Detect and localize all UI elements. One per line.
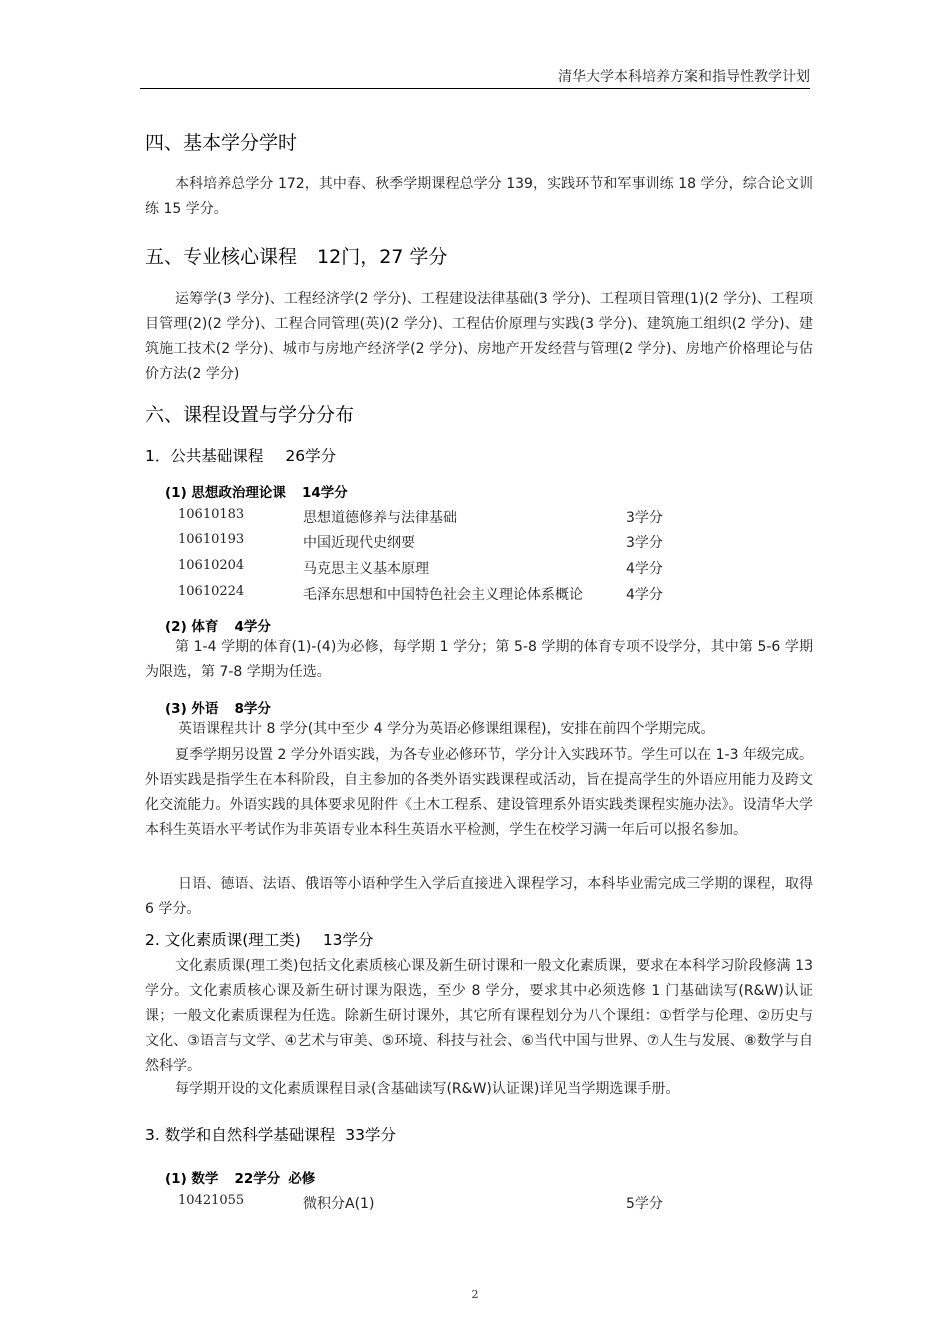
course-name: 马克思主义基本原理 [303,561,429,577]
subsection-2-title: 2. 文化素质课(理工类) [145,931,301,949]
politics-title: (1) 思想政治理论课 [165,485,286,501]
header-rule [140,88,810,89]
subsection-2-credits: 13学分 [322,931,374,949]
foreign-language-para-2: 夏季学期另设置 2 学分外语实践，为各专业必修环节，学分计入实践环节。学生可以在 1-3 年级完成。外语实践是指学生在本科阶段，自主参加的各类外语实践课程或活动，旨在提高学生的外语应用能力及跨文化交流能力。外语实践的具体要求见附件《土木工程系、建设管理系外语实践类课程实施办法》。设清华大学本科生英语水平考试作为非英语专业本科生英语水平检测，学生在校学习满一年后可以报名参加。 [145,747,813,838]
foreign-language-credits: 8学分 [234,701,271,717]
course-row [178,1193,798,1217]
subsection-3-credits: 33学分 [345,1126,396,1144]
subsection-3-heading [145,1123,396,1145]
course-row [178,507,798,531]
section-6-heading: 六、课程设置与学分分布 [145,404,355,426]
pe-heading [165,615,271,635]
math-requirement: 必修 [288,1171,316,1187]
course-credits: 3学分 [626,535,663,551]
course-code: 10610193 [178,532,245,547]
course-credits: 4学分 [626,561,663,577]
math-title: (1) 数学 [165,1171,219,1187]
course-credits: 5学分 [626,1196,663,1212]
course-name: 中国近现代史纲要 [303,535,415,551]
section-5-title: 五、专业核心课程 [145,246,298,268]
math-heading [165,1167,315,1187]
math-credits: 22学分 [234,1171,281,1187]
pe-credits: 4学分 [234,619,271,635]
liberal-arts-para-1: 文化素质课(理工类)包括文化素质核心课及新生研讨课和一般文化素质课，要求在本科学习阶段修满 13 学分。文化素质核心课及新生研讨课为限选，至少 8 学分，要求其中必须选修 1 门基础读写(R&W)认证课；一般文化素质课程为任选。除新生研讨课外，其它所有课程划分为八个课组：①哲学与伦理、②历史与文化、③语言与文学、④艺术与审美、⑤环境、科技与社会、⑥当代中国与世界、⑦人生与发展、⑧数学与自然科学。 [145,958,813,1074]
foreign-language-para-3: 日语、德语、法语、俄语等小语种学生入学后直接进入课程学习，本科毕业需完成三学期的课程，取得 6 学分。 [145,876,813,917]
course-row [178,532,798,556]
course-row [178,558,798,582]
course-code: 10610204 [178,558,245,573]
page-number: 2 [471,1288,479,1301]
course-row [178,584,798,608]
section-4-body: 本科培养总学分 172，其中春、秋季学期课程总学分 139，实践环节和军事训练 18 学分，综合论文训练 15 学分。 [145,176,813,217]
running-header: 清华大学本科培养方案和指导性教学计划 [558,69,810,85]
pe-body: 第 1-4 学期的体育(1)-(4)为必修，每学期 1 学分；第 5-8 学期的体育专项不设学分，其中第 5-6 学期为限选，第 7-8 学期为任选。 [145,639,813,680]
section-5-heading [145,242,447,269]
course-name: 微积分A(1) [303,1196,375,1212]
politics-heading [165,481,348,501]
course-name: 毛泽东思想和中国特色社会主义理论体系概论 [303,587,583,603]
subsection-1-heading [145,444,336,466]
course-code: 10610224 [178,584,245,599]
foreign-language-heading [165,697,271,717]
course-name: 思想道德修养与法律基础 [303,510,457,526]
foreign-language-para-1: 英语课程共计 8 学分(其中至少 4 学分为英语必修课组课程)，安排在前四个学期完成。 [178,721,715,737]
course-code: 10421055 [178,1193,245,1208]
section-4-heading: 四、基本学分学时 [145,132,298,154]
subsection-1-credits: 26学分 [285,447,337,465]
subsection-1-title: 1．公共基础课程 [145,447,264,465]
liberal-arts-para-2: 每学期开设的文化素质课程目录(含基础读写(R&W)认证课)详见当学期选课手册。 [175,1081,680,1097]
section-5-count: 12门，27 学分 [317,246,448,268]
pe-title: (2) 体育 [165,619,219,635]
subsection-2-heading [145,928,374,950]
course-credits: 4学分 [626,587,663,603]
subsection-3-title: 3. 数学和自然科学基础课程 [145,1126,336,1144]
course-code: 10610183 [178,507,245,522]
politics-credits: 14学分 [301,485,348,501]
foreign-language-title: (3) 外语 [165,701,219,717]
section-5-body: 运筹学(3 学分)、工程经济学(2 学分)、工程建设法律基础(3 学分)、工程项目管理(1)(2 学分)、工程项目管理(2)(2 学分)、工程合同管理(英)(2 学分)、工程估价原理与实践(3 学分)、建筑施工组织(2 学分)、建筑施工技术(2 学分)、城市与房地产经济学(2 学分)、房地产开发经营与管理(2 学分)、房地产价格理论与估价方法(2 学分) [145,291,813,382]
course-credits: 3学分 [626,510,663,526]
